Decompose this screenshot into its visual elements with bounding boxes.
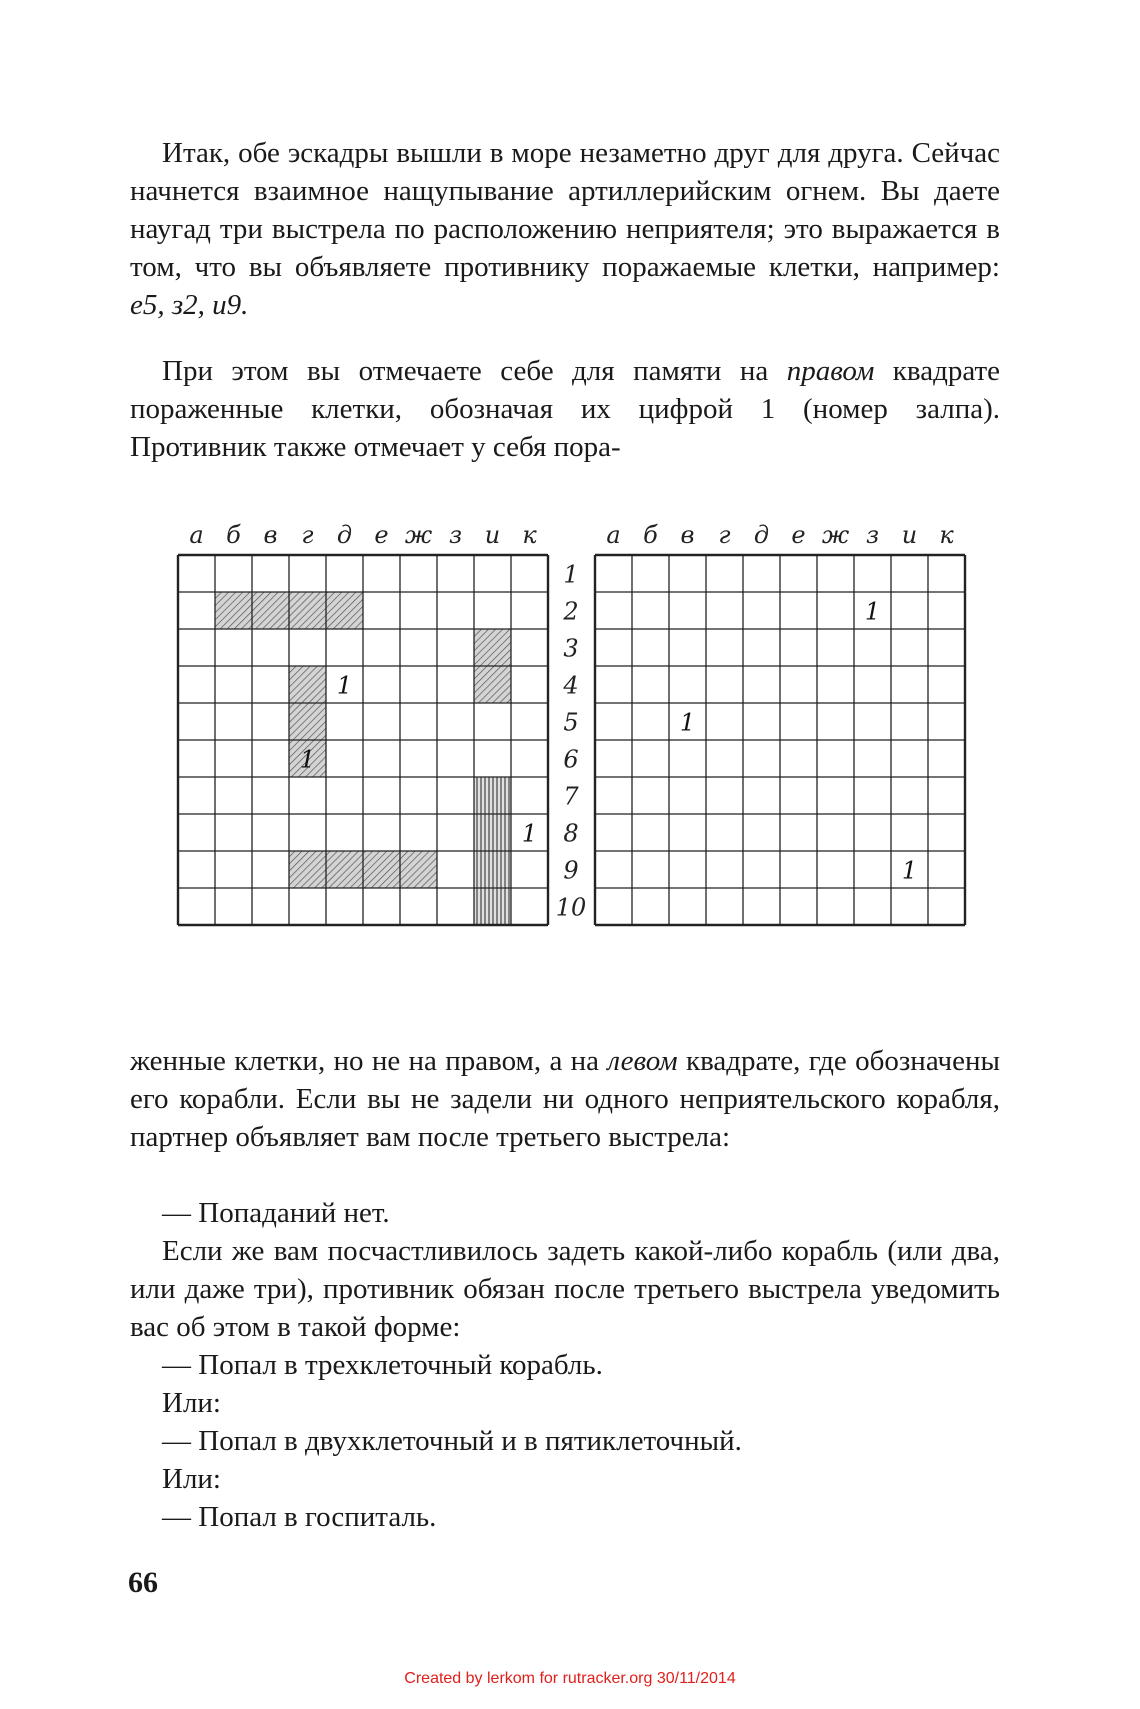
right-col-letter-10: к: [939, 521, 954, 549]
paragraph-3-after: квадрате, где обозначены его корабли. Если вы не задели ни одного неприятельского корабля, партнер объявляет вам после третьего выстрела:: [130, 1045, 1000, 1153]
row-number-2: 2: [563, 597, 579, 626]
ship-cell: [474, 851, 511, 888]
left-col-letter-10: к: [522, 521, 537, 549]
row-number-5: 5: [563, 708, 579, 737]
left-col-letter-1: а: [189, 521, 204, 549]
right-col-letter-4: г: [718, 521, 731, 549]
ship-cell: [289, 851, 326, 888]
left-col-letter-8: з: [448, 521, 463, 549]
shot-mark: 1: [679, 708, 696, 737]
left-col-letter-9: и: [484, 521, 501, 549]
ship-cell: [474, 629, 511, 666]
right-col-letter-3: в: [680, 521, 695, 549]
ship-cell: [326, 592, 363, 629]
left-grid: [178, 521, 548, 925]
paragraph-1-example: е5, з2, и9.: [130, 289, 249, 321]
paragraph-3: [130, 1042, 1000, 1156]
right-col-letter-9: и: [901, 521, 918, 549]
ship-cell: [400, 851, 437, 888]
left-col-letter-2: б: [226, 521, 241, 549]
ship-cell: [474, 814, 511, 851]
paragraph-2-before: При этом вы отмечаете себе для памяти на: [162, 355, 787, 387]
ship-cell: [474, 666, 511, 703]
ship-cell: [289, 703, 326, 740]
left-col-letter-7: ж: [404, 521, 433, 549]
right-col-letter-6: е: [791, 521, 806, 549]
row-number-4: 4: [563, 671, 579, 700]
left-col-letter-5: д: [336, 521, 353, 549]
row-number-9: 9: [563, 856, 579, 885]
right-col-letter-2: б: [643, 521, 658, 549]
left-col-letter-3: в: [263, 521, 278, 549]
row-numbers: [556, 560, 587, 921]
ship-cell: [474, 888, 511, 925]
paragraph-2-emphasis: правом: [786, 355, 875, 387]
row-number-1: 1: [563, 560, 579, 589]
paragraph-1-text: Итак, обе эскадры вышли в море незаметно друг для друга. Сейчас начнется взаимное нащупывание артиллерийским огнем. Вы даете наугад три выстрела по расположению неприятеля; это выражается в том, что вы объявляете противнику поражаемые клетки, например:: [130, 137, 1000, 283]
shot-mark: 1: [336, 671, 353, 700]
shot-mark: 1: [299, 745, 316, 774]
shot-mark: 1: [864, 597, 881, 626]
ship-cell: [289, 592, 326, 629]
ship-cell: [289, 666, 326, 703]
shot-mark: 1: [521, 819, 538, 848]
row-number-8: 8: [563, 819, 579, 848]
ship-cell: [215, 592, 252, 629]
page-number: 66: [128, 1566, 158, 1599]
ship-cell: [252, 592, 289, 629]
right-grid: [595, 521, 965, 925]
row-number-7: 7: [563, 782, 579, 811]
paragraph-3-before: женные клетки, но не на правом, а на: [130, 1045, 608, 1077]
row-number-6: 6: [563, 745, 579, 774]
left-col-letter-4: г: [301, 521, 314, 549]
row-number-10: 10: [555, 893, 587, 922]
right-col-letter-1: а: [606, 521, 621, 549]
line-no-hits: — Попаданий нет.: [162, 1197, 390, 1229]
or-2: Или:: [162, 1463, 221, 1495]
paragraph-2-after: квадрате пораженные клетки, обозначая их цифрой 1 (номер залпа). Противник также отмечает у себя пора-: [130, 355, 1000, 463]
ship-cell: [474, 777, 511, 814]
paragraph-3-emphasis: левом: [607, 1045, 678, 1077]
footer-credit: Created by lerkom for rutracker.org 30/11/2014: [404, 1670, 736, 1687]
shot-mark: 1: [901, 856, 918, 885]
left-col-letter-6: е: [374, 521, 389, 549]
line-hit-3: — Попал в госпиталь.: [162, 1501, 437, 1533]
right-col-letter-7: ж: [821, 521, 850, 549]
ship-cell: [363, 851, 400, 888]
or-1: Или:: [162, 1387, 221, 1419]
ship-cell: [326, 851, 363, 888]
right-col-letter-8: з: [865, 521, 880, 549]
line-hit-2: — Попал в двухклеточный и в пятиклеточный.: [162, 1425, 742, 1457]
paragraph-4: Если же вам посчастливилось задеть какой-либо корабль (или два, или даже три), противник обязан после третьего выстрела уведомить вас об этом в такой форме:: [130, 1235, 1000, 1343]
line-hit-1: — Попал в трехклеточный корабль.: [162, 1349, 603, 1381]
row-number-3: 3: [563, 634, 579, 663]
right-col-letter-5: д: [753, 521, 770, 549]
dialog-block: [130, 1194, 1000, 1536]
